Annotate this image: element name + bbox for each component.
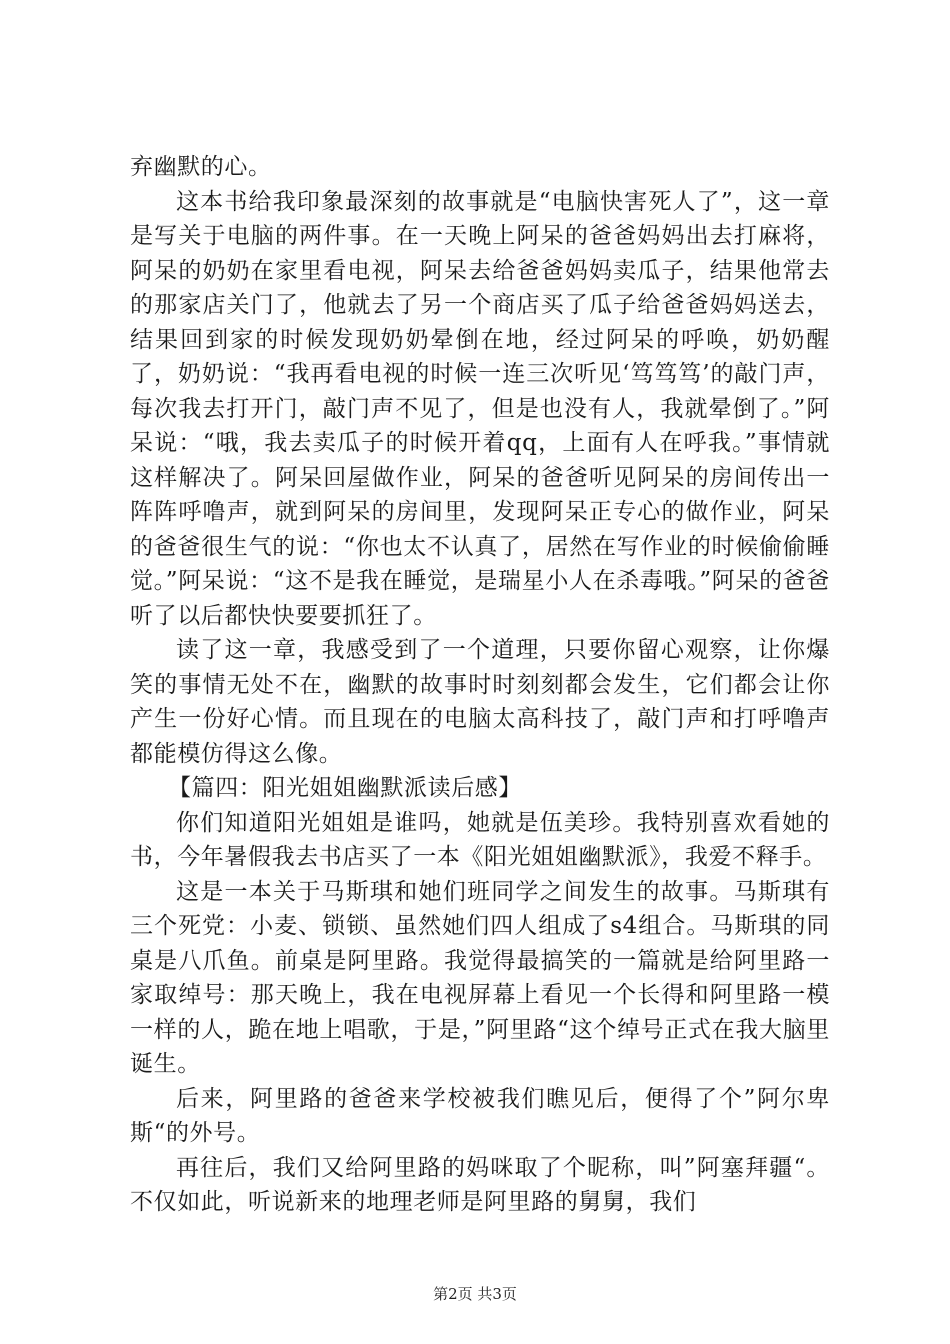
paragraph-continuation: 弃幽默的心。 [130,154,272,180]
section-heading: 【篇四：阳光姐姐幽默派读后感】 [168,775,522,801]
page-footer: 第2页 共3页 [433,1285,517,1303]
paragraph-father-nickname: 后来，阿里路的爸爸来学校被我们瞧见后，便得了个”阿尔卑斯“的外号。 [130,1085,830,1146]
paragraph-reflection: 读了这一章，我感受到了一个道理，只要你留心观察，让你爆笑的事情无处不在，幽默的故事时时刻刻都会发生，它们都会让你产生一份好心情。而且现在的电脑太高科技了，敲门声和打呼噜声都能模仿得这么像。 [130,637,830,767]
paragraph-intro: 你们知道阳光姐姐是谁吗，她就是伍美珍。我特别喜欢看她的书，今年暑假我去书店买了一本《阳光姐姐幽默派》，我爱不释手。 [130,809,830,870]
paragraph-nicknames: 这是一本关于马斯琪和她们班同学之间发生的故事。马斯琪有三个死党：小麦、锁锁、虽然她们四人组成了s4组合。马斯琪的同桌是八爪鱼。前桌是阿里路。我觉得最搞笑的一篇就是给阿里路一家取绰号：那天晚上，我在电视屏幕上看见一个长得和阿里路一模一样的人，跪在地上唱歌，于是，”阿里路“这个绰号正式在我大脑里诞生。 [130,878,830,1077]
paragraph-story-computer: 这本书给我印象最深刻的故事就是“电脑快害死人了”，这一章是写关于电脑的两件事。在一天晚上阿呆的爸爸妈妈出去打麻将，阿呆的奶奶在家里看电视，阿呆去给爸爸妈妈卖瓜子，结果他常去的那家店关门了，他就去了另一个商店买了瓜子给爸爸妈妈送去，结果回到家的时候发现奶奶晕倒在地，经过阿呆的呼唤，奶奶醒了，奶奶说：“我再看电视的时候一连三次听见‘笃笃笃’的敲门声，每次我去打开门，敲门声不见了，但是也没有人，我就晕倒了。”阿呆说：“哦，我去卖瓜子的时候开着qq，上面有人在呼我。”事情就这样解决了。阿呆回屋做作业，阿呆的爸爸听见阿呆的房间传出一阵阵呼噜声，就到阿呆的房间里，发现阿呆正专心的做作业，阿呆的爸爸很生气的说：“你也太不认真了，居然在写作业的时候偷偷睡觉。”阿呆说：“这不是我在睡觉，是瑞星小人在杀毒哦。”阿呆的爸爸听了以后都快快要要抓狂了。 [130,188,830,629]
paragraph-mother-nickname: 再往后，我们又给阿里路的妈咪取了个昵称，叫”阿塞拜疆“。不仅如此，听说新来的地理老师是阿里路的舅舅，我们 [130,1154,830,1215]
document-body [130,150,830,1220]
